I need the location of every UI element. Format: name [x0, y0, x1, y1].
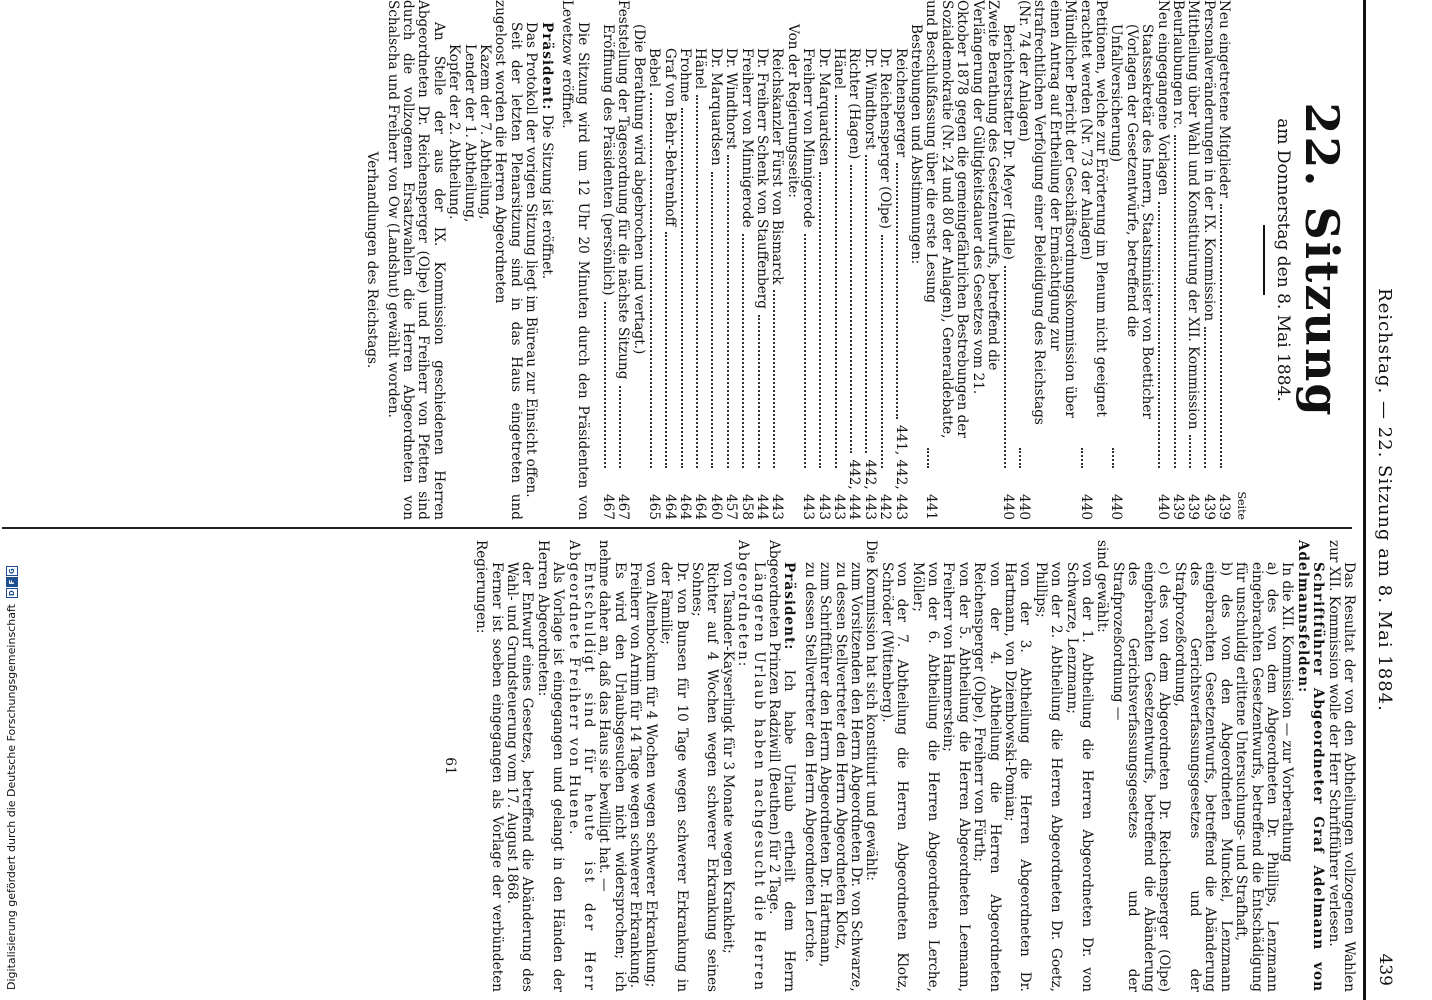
toc-page-ref: 443: [800, 494, 817, 520]
page-footer-number: 61: [441, 757, 458, 775]
toc-leader-dots: [819, 172, 821, 468]
toc-leader-dots: [1004, 266, 1006, 468]
speaker-label: Schriftführer Abgeordneter Graf Adelmann von Adelmannsfelden:: [1294, 540, 1327, 992]
toc-leader-dots: [1204, 327, 1206, 468]
toc-leader-dots: [1081, 448, 1083, 468]
header-rule: [1363, 0, 1366, 1000]
leave-item: Dr. von Bunsen für 10 Tage wegen schwerer Erkrankung in der Familie;: [658, 562, 690, 992]
toc-entry-text: Dr. Marquardsen: [707, 48, 724, 166]
toc-page-ref: 440: [1154, 494, 1171, 520]
speaker-label: Präsident:: [538, 22, 555, 111]
new-member-item: Lender der 1. Abtheilung,: [461, 44, 478, 223]
speaker-label: Präsident:: [781, 562, 798, 651]
toc-entry-text: Mündlicher Bericht der Geschäftsordnungskommission über einen Antrag auf Ertheilung der Ermächtigung zur strafrechtlichen Verfolgung einer Beleidigung des Reichstags (Nr. 74 der Anlagen): [1015, 0, 1079, 425]
new-member-item: Kazem der 7. Abtheilung,: [477, 44, 494, 220]
toc-page-ref: 460: [707, 494, 724, 520]
toc-entry-text: Neu eingetretene Mitglieder: [1216, 0, 1233, 198]
toc-page-ref: 467: [615, 494, 632, 520]
toc-entry: [1016, 0, 1078, 520]
leave-item: Richter auf 4 Wochen wegen schwerer Erkrankung seines Sohnes;: [688, 562, 721, 992]
toc-page-ref: 440: [1000, 494, 1017, 520]
toc-entry-text: Bebel: [646, 48, 663, 88]
toc-leader-dots: [896, 163, 898, 419]
toc-entry: [877, 0, 892, 520]
toc-page-ref: 439: [1169, 494, 1186, 520]
toc-leader-dots: [727, 155, 729, 468]
column-divider: [2, 527, 1352, 529]
digitization-credit: [5, 566, 18, 990]
toc-leader-dots: [1020, 448, 1022, 468]
toc-page-ref: 440: [1015, 494, 1032, 520]
toc-leader-dots: [1174, 135, 1176, 468]
toc-entry-text: Dr. Freiherr Schenk von Stauffenberg: [754, 48, 770, 310]
toc-entry-text: Dr. Windthorst: [723, 48, 740, 150]
toc-page-ref: 442, 443: [861, 459, 878, 520]
table-of-contents: [600, 0, 1232, 520]
left-column: [364, 0, 1356, 520]
submission-item: der Entwurf eines Gesetzes, betreffend die Abänderung des Wahl- und Grundsteuerung vom 17. August 1868.: [504, 562, 536, 992]
toc-leader-dots: [1112, 448, 1114, 468]
toc-entry: [831, 0, 846, 520]
toc-page-ref: 440: [1108, 494, 1125, 520]
leave-decision: Es wird den Urlaubsgesuchen nicht widersprochen; ich nehme daher an, daß das Haus sie bewilligt hat. —: [596, 540, 628, 992]
toc-entry: [661, 0, 676, 520]
toc-leader-dots: [1220, 204, 1222, 468]
toc-entry: [923, 0, 1000, 520]
toc-entry-text: Hänel: [692, 48, 709, 90]
toc-entry: [723, 0, 738, 520]
toc-page-ref: 444: [754, 494, 770, 520]
excused-text: Entschuldigt sind für heute ist der Herr Abgeordnete Freiherr von Huene.: [565, 540, 598, 992]
agenda-item: c) des von dem Abgeordneten Dr. Reichensperger (Olpe) eingebrachten Gesetzentwurfs, betreffend die Abänderung des Gerichtsverfassungsgesetzes und der Strafprozeßordnung —: [1109, 562, 1173, 992]
toc-entry: [1154, 0, 1169, 520]
toc-entry-text: Freiherr von Minnigerode: [738, 48, 755, 228]
toc-entry: [815, 0, 830, 520]
elected-item: von der 7. Abtheilung die Herren Abgeordneten Klotz, Schröder (Wittenberg).: [878, 562, 911, 992]
logo-letter: F: [6, 577, 18, 587]
toc-entry: [692, 0, 707, 520]
toc-entry-text: Neu eingegangene Vorlagen: [1154, 0, 1171, 196]
role-item: zum Schriftführer den Herrn Abgeordneten Dr. Hartmann,: [817, 562, 834, 968]
toc-page-ref: 464: [661, 494, 678, 520]
statement-text: Ich habe Urlaub ertheilt dem Herrn Abgeordneten Prinzen Radziwill (Beuthen) für 2 Tage.: [765, 540, 798, 992]
toc-entry: [630, 0, 645, 520]
new-members-intro: Seit der letzten Plenarsitzung sind in das Haus eingetreten und zugeloost worden die Herren Abgeordneten: [492, 0, 524, 520]
toc-entry-text: Frohme: [676, 48, 693, 102]
new-member-item: Kopfer der 2. Abtheilung.: [446, 44, 463, 220]
toc-leader-dots: [665, 232, 667, 468]
toc-entry-text: Hänel: [831, 48, 848, 90]
leave-item: Freiherr von Arnim für 14 Tage wegen schwerer Erkrankung.: [627, 562, 644, 989]
agenda-item: a) des von dem Abgeordneten Dr. Phillips, Lenzmann eingebrachten Gesetzentwurfs, betreffend die Entschädigung für unschuldig erlittene Untersuchungs- und Strafhaft,: [1233, 562, 1280, 992]
toc-page-heading: Seite: [1234, 491, 1248, 520]
toc-page-ref: 439: [1216, 494, 1233, 520]
toc-entry-text: (Die Berathung wird abgebrochen und vertagt.): [630, 24, 647, 355]
role-item: zum Vorsitzenden den Herrn Abgeordneten Dr. von Schwarze,: [848, 562, 864, 992]
elected-item: von der 3. Abtheilung die Herren Abgeordneten Dr. Hartmann, von Dziembowski-Pomian;: [1002, 562, 1034, 992]
toc-entry-text: Staatssekretär des Innern, Staatsminister von Boetticher (Vorlagen der Gesetzentwürfe, betreffend die Unfallversicherung): [1108, 24, 1156, 419]
toc-entry: [1077, 0, 1108, 520]
toc-entry-text: Dr. Reichensperger (Olpe): [877, 48, 894, 229]
toc-entry-text: Petitionen, welche zur Erörterung im Plenum nicht geeignet erachtet werden (Nr. 73 der Anlagen): [1077, 0, 1109, 417]
toc-leader-dots: [742, 234, 744, 468]
leave-item: von Altenbockum für 4 Wochen wegen schwerer Erkrankung;: [642, 562, 659, 988]
toc-entry: [615, 0, 630, 520]
proceedings-footer: Verhandlungen des Reichstags.: [364, 151, 381, 369]
toc-entry-text: Beurlaubungen rc.: [1169, 0, 1186, 129]
toc-leader-dots: [850, 165, 852, 453]
toc-leader-dots: [711, 172, 713, 468]
toc-entry-text: Zweite Berathung des Gesetzentwurfs, betreffend die Verlängerung der Gültigkeitsdauer des Gesetzes vom 21. Oktober 1878 gegen die gemeingefährlichen Bestrebungen der Sozialdemokratie (Nr. 24 und 80 der Anlagen), Generaldebatte, und Beschlußfassung über die erste Lesung: [923, 0, 1002, 439]
toc-entry-text: Mittheilung über Wahl und Konstituirung der XII. Kommission: [1185, 0, 1202, 430]
toc-entry: [1170, 0, 1185, 520]
toc-leader-dots: [865, 155, 867, 453]
toc-entry: [600, 0, 615, 520]
elected-intro: sind gewählt:: [1094, 540, 1111, 633]
toc-entry: [1216, 0, 1231, 520]
logo-letter: D: [6, 588, 18, 598]
role-item: zu dessen Stellvertreter den Herrn Abgeordneten Klotz,: [832, 562, 849, 950]
toc-entry: [677, 0, 692, 520]
session-date: am Donnerstag den 8. Mai 1884.: [1273, 118, 1293, 402]
toc-page-ref: 442: [877, 494, 894, 520]
toc-leader-dots: [681, 108, 683, 468]
toc-leader-dots: [881, 235, 883, 468]
toc-leader-dots: [927, 448, 929, 468]
toc-page-ref: 465: [646, 494, 663, 520]
credit-text: Digitalisierung gefördert durch die Deutsche Forschungsgemeinschaft: [5, 604, 18, 990]
constituted-intro: Die Kommission hat sich konstituirt und gewählt:: [863, 540, 880, 881]
running-header: [1368, 0, 1394, 1000]
toc-page-ref: 443: [831, 494, 848, 520]
leave-intro: Längeren Urlaub haben nachgesucht die Herren Abgeordneten:: [735, 540, 767, 992]
commission-change-text: An Stelle der aus der IX. Kommission geschiedenen Herren Abgeordneten Dr. Reichensperger (Olpe) und Freiherr von Pfetten sind durch die vollzogenen Ersatzwahlen die Herren Abgeordneten von Schalscha und Freiherr von Ow (Landshut) gewählt worden.: [384, 0, 447, 520]
toc-entry-text: Personalveränderungen in der IX. Kommission: [1200, 0, 1217, 322]
toc-entry-text: Reichskanzler Fürst von Bismarck: [769, 48, 786, 285]
elected-item: von der 6. Abtheilung die Herren Abgeordneten Lerche, Möller;: [909, 562, 942, 992]
toc-entry: [908, 0, 923, 520]
commission-line: In die XII. Kommission — zur Vorberathung: [1279, 562, 1296, 863]
toc-entry: [738, 0, 753, 520]
opening-text: Die Sitzung wird um 12 Uhr 20 Minuten durch den Präsidenten von Levetzow eröffnet.: [559, 0, 591, 520]
toc-page-ref: 439: [1185, 494, 1202, 520]
secretary-speaker: [1294, 540, 1325, 992]
toc-leader-dots: [773, 290, 775, 468]
leave-item: von Tsander-Kayserlingk für 3 Monate wegen Krankheit;: [719, 562, 736, 954]
toc-leader-dots: [1189, 435, 1191, 468]
toc-entry: [1185, 0, 1200, 520]
toc-entry: [646, 0, 661, 520]
toc-entry-text: Von der Regierungsseite:: [784, 24, 801, 198]
toc-entry-text: Freiherr von Minnigerode: [800, 48, 817, 228]
logo-letter: G: [6, 566, 18, 576]
toc-leader-dots: [696, 95, 698, 468]
right-column: [441, 540, 1356, 992]
session-title: 22. Sitzung: [1295, 102, 1349, 418]
toc-entry-text: Feststellung der Tagesordnung für die nächste Sitzung: [615, 0, 632, 380]
toc-entry: [846, 0, 861, 520]
elected-item: von der 5. Abtheilung die Herren Abgeordneten Leemann, Freiherr von Hammerstein;: [940, 562, 972, 992]
toc-leader-dots: [619, 386, 621, 468]
toc-entry: [754, 0, 769, 520]
toc-leader-dots: [650, 93, 652, 468]
toc-page-ref: 464: [692, 494, 709, 520]
toc-page-ref: 464: [676, 494, 693, 520]
toc-entry: [861, 0, 876, 520]
toc-page-ref: 440: [1077, 494, 1094, 520]
toc-entry-text: Richter (Hagen): [846, 48, 863, 160]
toc-page-ref: 441: [923, 494, 940, 520]
toc-entry: [784, 0, 799, 520]
toc-leader-dots: [835, 95, 837, 468]
protocol-text: Das Protokoll der vorigen Sitzung liegt im Büreau zur Einsicht offen.: [523, 22, 540, 498]
toc-page-ref: 443: [815, 494, 832, 520]
toc-entry-text: Berichterstatter Dr. Meyer (Halle): [1000, 24, 1017, 260]
dfg-logo-icon: [6, 566, 18, 598]
submission-intro: Als Vorlage ist eingegangen und gelangt in den Händen der Herren Abgeordneten:: [534, 540, 567, 992]
toc-leader-dots: [604, 302, 606, 468]
toc-entry-text: Reichensperger: [892, 48, 909, 158]
toc-entry: [769, 0, 784, 520]
elected-item: von der 4. Abtheilung die Herren Abgeordneten Reichensperger (Olpe), Freiherr von Fürth;: [971, 562, 1003, 992]
toc-entry-text: Eröffnung des Präsidenten (persönlich): [599, 24, 616, 296]
toc-entry: [1108, 0, 1154, 520]
toc-leader-dots: [758, 315, 760, 468]
closing-text: Ferner ist soeben eingegangen als Vorlage der verbündeten Regierungen:: [473, 540, 505, 992]
header-page-number: 439: [1375, 953, 1395, 986]
toc-entry: [1000, 0, 1015, 520]
toc-entry-text: Bestrebungen und Abstimmungen:: [908, 24, 925, 265]
toc-page-ref: 439: [1200, 494, 1217, 520]
header-title: Reichstag. — 22. Sitzung am 8. Mai 1884.: [1374, 288, 1395, 712]
title-rule: [1263, 225, 1265, 295]
role-item: zu dessen Stellvertreter den Herrn Abgeordneten Lerche.: [801, 562, 818, 963]
toc-page-ref: 441, 442, 443: [892, 424, 909, 520]
toc-leader-dots: [804, 234, 806, 468]
elected-item: von der 1. Abtheilung die Herren Abgeordneten Dr. von Schwarze, Lenzmann;: [1063, 562, 1096, 992]
toc-leader-dots: [1158, 202, 1160, 468]
toc-page-ref: 458: [738, 494, 755, 520]
president-statement: [766, 540, 797, 992]
toc-entry: [892, 0, 907, 520]
toc-page-ref: 442, 444: [846, 459, 863, 520]
toc-page-ref: 457: [723, 494, 740, 520]
elected-item: von der 2. Abtheilung die Herren Abgeordneten Dr. Goetz, Phillips;: [1032, 562, 1065, 992]
statement-text: Die Sitzung ist eröffnet.: [538, 114, 555, 280]
toc-entry-text: Graf von Behr-Behrenhoff: [661, 48, 678, 227]
toc-entry-text: Dr. Windthorst: [861, 48, 878, 150]
toc-entry: [707, 0, 722, 520]
toc-entry: [800, 0, 815, 520]
toc-page-ref: 467: [599, 494, 616, 520]
toc-entry: [1200, 0, 1215, 520]
president-statement: [538, 0, 553, 520]
report-intro: Das Resultat der von den Abtheilungen vollzogenen Wahlen zur XII. Kommission wolle der Herr Schriftführer verlesen.: [1325, 540, 1357, 992]
toc-entry-text: Dr. Marquardsen: [815, 48, 832, 166]
agenda-item: b) des von den Abgeordneten Munckel, Lenzmann eingebrachten Gesetzentwurfs, betreffend die Abänderung des Gerichtsverfassungsgesetzes und der Strafprozeßordnung,: [1171, 562, 1234, 992]
toc-page-ref: 443: [769, 494, 786, 520]
